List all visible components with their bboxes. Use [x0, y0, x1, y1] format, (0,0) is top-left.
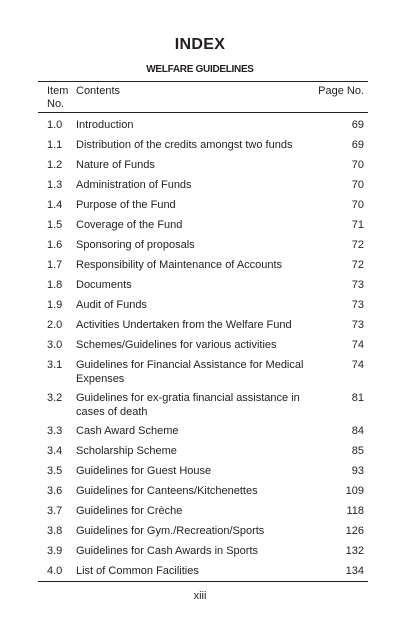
row-contents: Guidelines for Cash Awards in Sports	[76, 545, 258, 557]
row-item-number: 1.5	[47, 219, 63, 231]
row-item-number: 2.0	[47, 319, 63, 331]
row-page-number: 72	[351, 239, 364, 251]
row-page-number: 73	[351, 279, 364, 291]
row-contents: Guidelines for Gym./Recreation/Sports	[76, 525, 265, 537]
row-contents: List of Common Facilities	[76, 565, 199, 577]
section-subtitle: WELFARE GUIDELINES	[146, 64, 254, 75]
table-header-rule	[38, 112, 368, 113]
row-item-number: 3.2	[47, 392, 63, 404]
row-contents: Nature of Funds	[76, 159, 155, 171]
row-item-number: 1.2	[47, 159, 63, 171]
row-item-number: 3.6	[47, 485, 63, 497]
row-page-number: 84	[351, 425, 364, 437]
row-item-number: 1.8	[47, 279, 63, 291]
row-item-number: 3.7	[47, 505, 63, 517]
row-contents: Guidelines for Crèche	[76, 505, 183, 517]
row-page-number: 134	[345, 565, 364, 577]
row-page-number: 81	[351, 392, 364, 404]
header-page-no: Page No.	[318, 85, 364, 97]
row-contents: Guidelines for ex-gratia financial assistance in cases of death	[76, 392, 300, 418]
row-page-number: 109	[345, 485, 364, 497]
row-item-number: 3.4	[47, 445, 63, 457]
header-contents: Contents	[76, 85, 121, 97]
row-contents: Guidelines for Canteens/Kitchenettes	[76, 485, 258, 497]
row-page-number: 93	[351, 465, 364, 477]
row-item-number: 1.0	[47, 119, 63, 131]
page-number: xiii	[193, 590, 207, 602]
row-item-number: 3.5	[47, 465, 63, 477]
row-item-number: 1.9	[47, 299, 63, 311]
row-page-number: 74	[351, 359, 364, 371]
header-item-no: Item No.	[47, 85, 69, 110]
row-page-number: 85	[351, 445, 364, 457]
row-contents: Activities Undertaken from the Welfare Fund	[76, 319, 292, 331]
row-page-number: 69	[351, 119, 364, 131]
row-contents: Scholarship Scheme	[76, 445, 177, 457]
row-contents: Responsibility of Maintenance of Accounts	[76, 259, 283, 271]
row-contents: Purpose of the Fund	[76, 199, 176, 211]
row-item-number: 1.6	[47, 239, 63, 251]
row-contents: Guidelines for Financial Assistance for Medical Expenses	[76, 359, 304, 385]
row-page-number: 69	[351, 139, 364, 151]
row-contents: Documents	[76, 279, 132, 291]
row-item-number: 3.3	[47, 425, 63, 437]
page-title: INDEX	[174, 36, 226, 53]
row-page-number: 132	[345, 545, 364, 557]
row-item-number: 3.1	[47, 359, 63, 371]
row-page-number: 73	[351, 299, 364, 311]
row-page-number: 70	[351, 179, 364, 191]
row-contents: Schemes/Guidelines for various activities	[76, 339, 277, 351]
row-contents: Cash Award Scheme	[76, 425, 179, 437]
row-page-number: 73	[351, 319, 364, 331]
row-page-number: 71	[351, 219, 364, 231]
row-item-number: 3.8	[47, 525, 63, 537]
row-page-number: 70	[351, 159, 364, 171]
row-item-number: 1.3	[47, 179, 63, 191]
row-page-number: 74	[351, 339, 364, 351]
row-page-number: 118	[346, 505, 364, 517]
row-item-number: 1.4	[47, 199, 63, 211]
row-page-number: 70	[351, 199, 364, 211]
row-contents: Sponsoring of proposals	[76, 239, 195, 251]
row-contents: Guidelines for Guest House	[76, 465, 212, 477]
row-page-number: 72	[351, 259, 364, 271]
row-item-number: 3.9	[47, 545, 63, 557]
row-contents: Distribution of the credits amongst two funds	[76, 139, 293, 151]
table-bottom-rule	[38, 581, 368, 582]
row-item-number: 4.0	[47, 565, 63, 577]
row-contents: Coverage of the Fund	[76, 219, 183, 231]
row-item-number: 1.1	[47, 139, 63, 151]
table-top-rule	[38, 81, 368, 82]
row-contents: Administration of Funds	[76, 179, 192, 191]
row-item-number: 1.7	[47, 259, 63, 271]
row-page-number: 126	[345, 525, 364, 537]
row-contents: Introduction	[76, 119, 134, 131]
row-contents: Audit of Funds	[76, 299, 147, 311]
row-item-number: 3.0	[47, 339, 63, 351]
